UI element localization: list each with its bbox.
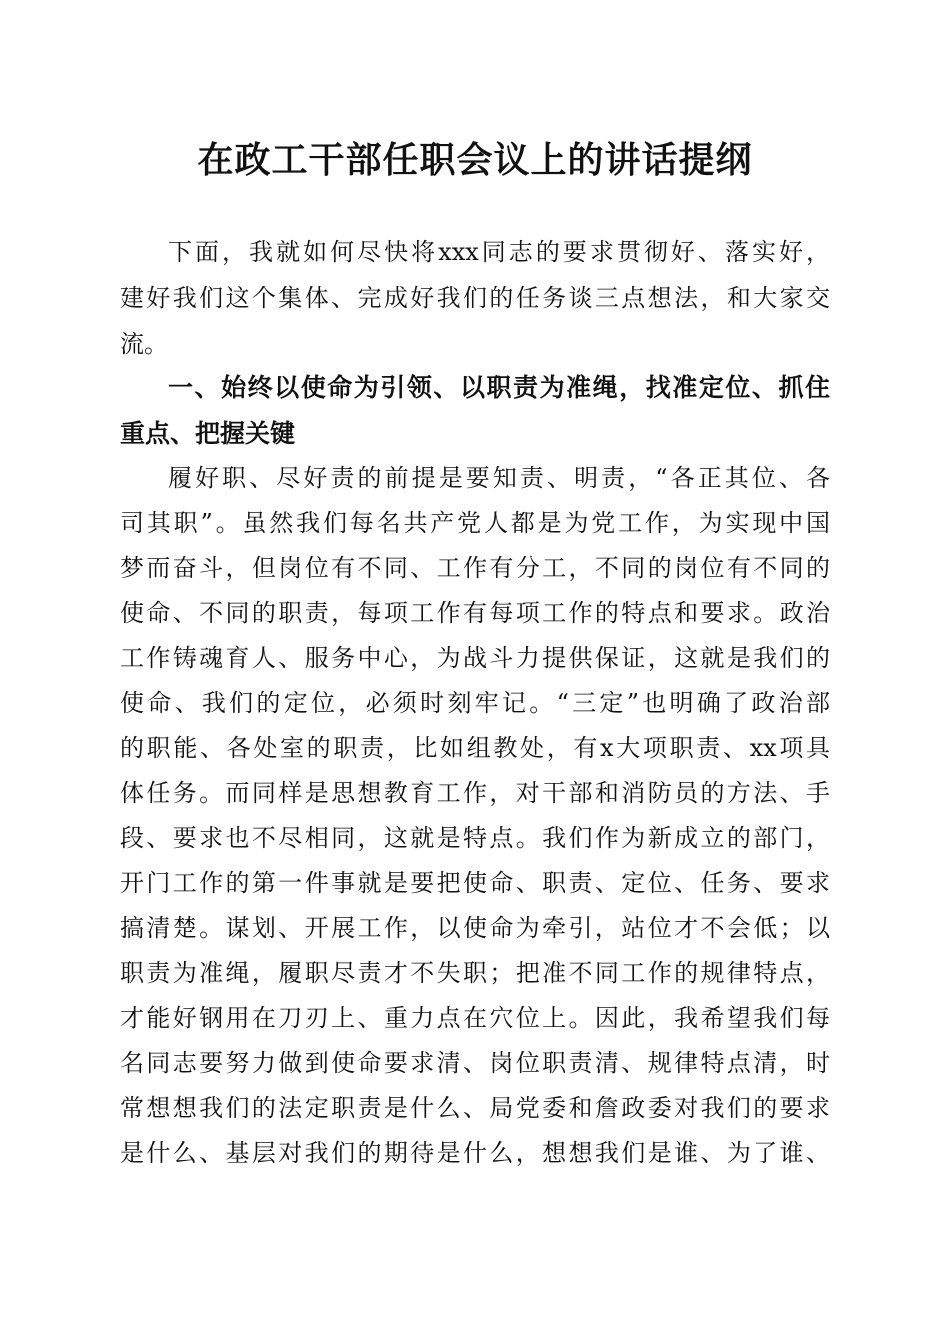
intro-line: 流。 <box>120 330 168 358</box>
body-line: 是什么、基层对我们的期待是什么，想想我们是谁、为了谁、 <box>120 1139 830 1167</box>
body-line: 的职能、各处室的职责，比如组教处，有x大项职责、xx项具 <box>120 734 830 762</box>
intro-line: 建好我们这个集体、完成好我们的任务谈三点想法，和大家交 <box>120 284 830 312</box>
body-line: 段、要求也不尽相同，这就是特点。我们作为新成立的部门， <box>120 824 830 852</box>
body-line: 司其职”。虽然我们每名共产党人都是为党工作，为实现中国 <box>120 509 830 537</box>
body-line: 使命、我们的定位，必须时刻牢记。“三定”也明确了政治部 <box>120 689 830 717</box>
section-heading: 一、始终以使命为引领、以职责为准绳，找准定位、抓住 <box>168 373 830 402</box>
body-line: 职责为准绳，履职尽责才不失职；把准不同工作的规律特点， <box>120 959 830 987</box>
body-line: 履好职、尽好责的前提是要知责、明责，“各正其位、各 <box>168 464 830 492</box>
body-line: 才能好钢用在刀刃上、重力点在穴位上。因此，我希望我们每 <box>120 1004 830 1032</box>
body-line: 使命、不同的职责，每项工作有每项工作的特点和要求。政治 <box>120 599 830 627</box>
body-line: 工作铸魂育人、服务中心，为战斗力提供保证，这就是我们的 <box>120 644 830 672</box>
intro-line: 下面，我就如何尽快将xxx同志的要求贯彻好、落实好， <box>168 238 830 266</box>
document-title: 在政工干部任职会议上的讲话提纲 <box>197 139 753 181</box>
body-line: 名同志要努力做到使命要求清、岗位职责清、规律特点清，时 <box>120 1049 830 1077</box>
body-line: 开门工作的第一件事就是要把使命、职责、定位、任务、要求 <box>120 869 830 897</box>
section-heading: 重点、把握关键 <box>120 419 296 448</box>
body-line: 搞清楚。谋划、开展工作，以使命为牵引，站位才不会低；以 <box>120 914 830 942</box>
body-line: 常想想我们的法定职责是什么、局党委和詹政委对我们的要求 <box>120 1094 830 1122</box>
body-line: 体任务。而同样是思想教育工作，对干部和消防员的方法、手 <box>120 779 830 807</box>
body-line: 梦而奋斗，但岗位有不同、工作有分工，不同的岗位有不同的 <box>120 554 830 582</box>
